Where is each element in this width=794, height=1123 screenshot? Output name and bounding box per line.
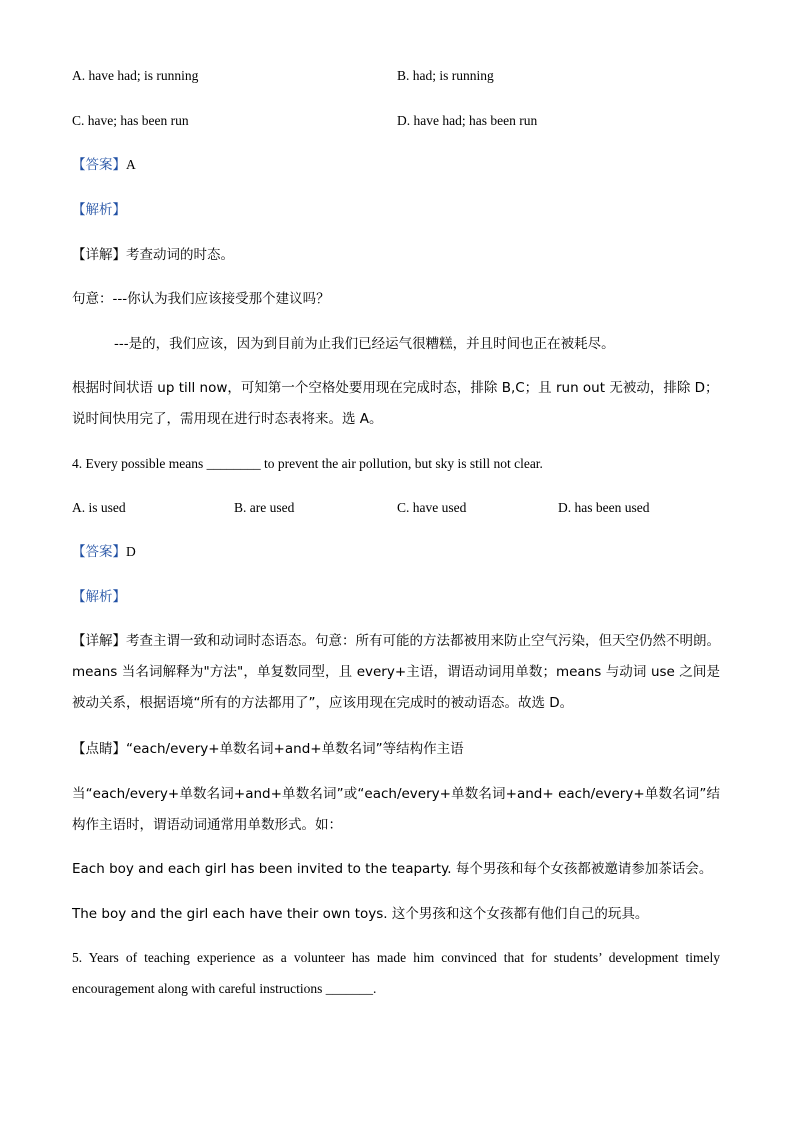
detail-text: 考查动词的时态。 xyxy=(126,247,234,263)
q3-option-a: A. have had; is running xyxy=(72,68,199,83)
q4-option-c: C. have used xyxy=(397,500,467,515)
q5-stem: 5. Years of teaching experience as a volunteer has made him convinced that for students’ development timely encouragement along with careful instructions _______. xyxy=(72,950,720,996)
q3-detail xyxy=(72,246,234,264)
tip-title: “each/every+单数名词+and+单数名词”等结构作主语 xyxy=(126,741,464,757)
q4-tip-text: 当“each/every+单数名词+and+单数名词”或“each/every+单数名词+and+ each/every+单数名词”结构作主语时，谓语动词通常用单数形式。如： xyxy=(72,786,720,833)
q3-meaning-1: 句意：---你认为我们应该接受那个建议吗？ xyxy=(72,291,330,307)
q3-option-c: C. have; has been run xyxy=(72,113,189,128)
answer-label: 【答案】 xyxy=(72,544,126,560)
q4-stem: 4. Every possible means ________ to prevent the air pollution, but sky is still not clear. xyxy=(72,456,543,471)
q3-explain-1: 根据时间状语 up till now，可知第一个空格处要用现在完成时态，排除 B,C；且 run out 无被动，排除 D； xyxy=(72,380,719,396)
detail-label: 【详解】 xyxy=(72,247,126,263)
q4-option-a: A. is used xyxy=(72,500,126,515)
detail-label: 【详解】 xyxy=(72,633,126,649)
analysis-label: 【解析】 xyxy=(72,589,126,605)
q4-analysis xyxy=(72,588,126,606)
answer-value: A xyxy=(126,157,136,172)
q4-option-d: D. has been used xyxy=(558,500,650,515)
q3-answer xyxy=(72,156,136,174)
q4-answer xyxy=(72,543,136,561)
q3-analysis xyxy=(72,201,126,219)
q3-option-b: B. had; is running xyxy=(397,68,494,83)
q4-tip-heading xyxy=(72,740,464,758)
detail-text: 考查主谓一致和动词时态语态。句意：所有可能的方法都被用来防止空气污染，但天空仍然不明朗。means 当名词解释为"方法"，单复数同型，且 every+主语，谓语动词用单数；means 与动词 use 之间是被动关系，根据语境“所有的方法都用了”，应该用现在完成时的被动语态。故选 D。 xyxy=(72,633,720,711)
q4-tip-example-1: Each boy and each girl has been invited to the teaparty. 每个男孩和每个女孩都被邀请参加茶话会。 xyxy=(72,861,713,877)
q4-detail xyxy=(72,626,720,719)
q3-option-d: D. have had; has been run xyxy=(397,113,538,128)
q4-option-b: B. are used xyxy=(234,500,295,515)
q3-explain-2: 说时间快用完了，需用现在进行时态表将来。选 A。 xyxy=(72,411,383,427)
answer-value: D xyxy=(126,544,136,559)
analysis-label: 【解析】 xyxy=(72,202,126,218)
q3-meaning-2: ---是的，我们应该，因为到目前为止我们已经运气很糟糕，并且时间也正在被耗尽。 xyxy=(114,336,615,352)
answer-label: 【答案】 xyxy=(72,157,126,173)
tip-label: 【点睛】 xyxy=(72,741,126,757)
q4-tip-example-2: The boy and the girl each have their own toys. 这个男孩和这个女孩都有他们自己的玩具。 xyxy=(72,906,649,922)
